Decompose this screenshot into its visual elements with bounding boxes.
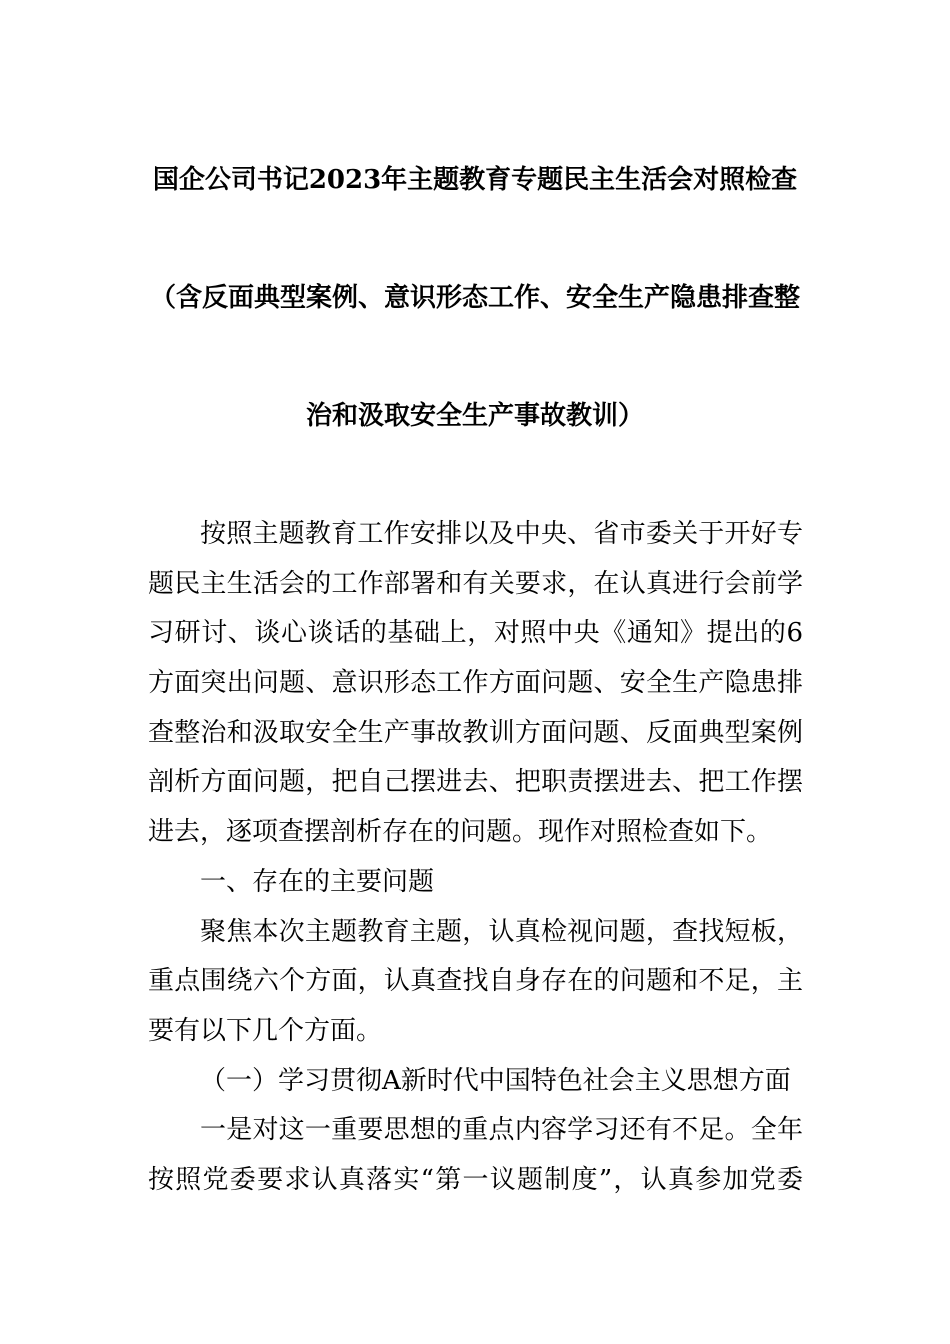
paragraph-line: 按照党委要求认真落实“第一议题制度”，认真参加党委 (148, 1164, 803, 1195)
paragraph-line: 剖析方面问题，把自己摆进去、把职责摆进去、把工作摆 (148, 767, 803, 798)
paragraph-line: 习研讨、谈心谈话的基础上，对照中央《通知》提出的6 (148, 618, 803, 649)
paragraph-focus (148, 908, 803, 1057)
paragraph-line: 题民主生活会的工作部署和有关要求，在认真进行会前学 (148, 568, 803, 599)
paragraph-line: 方面突出问题、意识形态工作方面问题、安全生产隐患排 (148, 668, 803, 699)
paragraph-line: 查整治和汲取安全生产事故教训方面问题、反面典型案例 (148, 717, 803, 748)
paragraph-line: 按照主题教育工作安排以及中央、省市委关于开好专 (200, 519, 803, 549)
paragraph-line: 要有以下几个方面。 (148, 1015, 383, 1046)
document-body (148, 510, 803, 1206)
title-line-3: 治和汲取安全生产事故教训） (305, 401, 644, 431)
paragraph-line: 聚焦本次主题教育主题，认真检视问题，查找短板， (200, 916, 803, 947)
heading-line: （一）学习贯彻A新时代中国特色社会主义思想方面 (200, 1065, 791, 1096)
title-line-2: （含反面典型案例、意识形态工作、安全生产隐患排查整 (149, 283, 800, 313)
heading-line: 一、存在的主要问题 (200, 866, 435, 897)
paragraph-point-1 (148, 1106, 803, 1205)
paragraph-line: 一是对这一重要思想的重点内容学习还有不足。全年 (200, 1115, 803, 1146)
section-heading-1 (148, 858, 803, 908)
paragraph-intro (148, 510, 803, 858)
document-title (0, 121, 950, 475)
title-line-1: 国企公司书记2023年主题教育专题民主生活会对照检查 (152, 165, 798, 195)
subsection-heading-1 (148, 1057, 803, 1107)
paragraph-line: 重点围绕六个方面，认真查找自身存在的问题和不足，主 (148, 966, 803, 997)
paragraph-line: 进去，逐项查摆剖析存在的问题。现作对照检查如下。 (148, 817, 773, 848)
